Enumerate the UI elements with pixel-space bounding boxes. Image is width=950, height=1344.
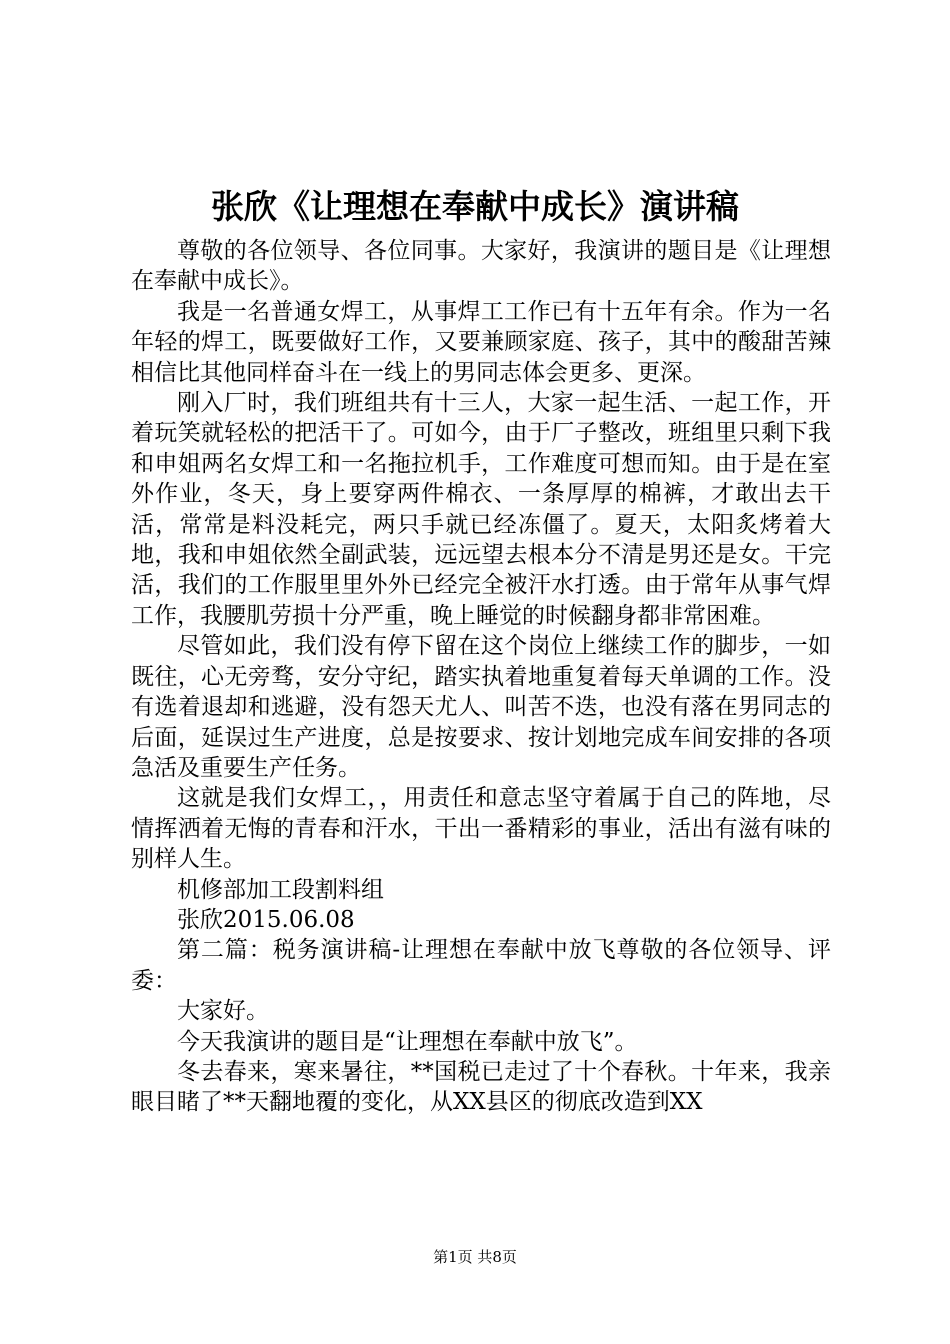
paragraph-topic: 今天我演讲的题目是“让理想在奉献中放飞”。 (177, 1028, 638, 1055)
document-body (131, 236, 831, 1118)
paragraph-greeting: 尊敬的各位领导、各位同事。大家好，我演讲的题目是《让理想在奉献中成长》。 (131, 238, 831, 295)
paragraph-perseverance: 尽管如此，我们没有停下留在这个岗位上继续工作的脚步，一如既往，心无旁骛，安分守纪，踏实执着地重复着每天单调的工作。没有选着退却和逃避，没有怨天尤人、叫苦不迭，也没有落在男同志的后面，延误过生产进度，总是按要求、按计划地完成车间安排的各项急活及重要生产任务。 (131, 633, 831, 781)
paragraph-intro: 我是一名普通女焊工，从事焊工工作已有十五年有余。作为一名年轻的焊工，既要做好工作，又要兼顾家庭、孩子，其中的酸甜苦辣相信比其他同样奋斗在一线上的男同志体会更多、更深。 (131, 298, 831, 386)
paragraph-conclusion: 这就是我们女焊工，，用责任和意志坚守着属于自己的阵地，尽情挥洒着无悔的青春和汗水，干出一番精彩的事业，活出有滋有味的别样人生。 (131, 785, 831, 873)
signature-name-date: 张欣2015.06.08 (177, 906, 355, 933)
page-footer: 第1页 共8页 (433, 1248, 517, 1266)
signature-department: 机修部加工段割料组 (177, 876, 384, 903)
document-title: 张欣《让理想在奉献中成长》演讲稿 (211, 187, 739, 226)
paragraph-decade: 冬去春来，寒来暑往，**国税已走过了十个春秋。十年来，我亲眼目睹了**天翻地覆的变化，从XX县区的彻底改造到XX (131, 1058, 831, 1116)
paragraph-workplace: 刚入厂时，我们班组共有十三人，大家一起生活、一起工作，开着玩笑就轻松的把活干了。可如今，由于厂子整改，班组里只剩下我和申姐两名女焊工和一名拖拉机手，工作难度可想而知。由于是在室外作业，冬天，身上要穿两件棉衣、一条厚厚的棉裤，才敢出去干活，常常是料没耗完，两只手就已经冻僵了。夏天，太阳炙烤着大地，我和申姐依然全副武装，远远望去根本分不清是男还是女。干完活，我们的工作服里里外外已经完全被汗水打透。由于常年从事气焊工作，我腰肌劳损十分严重，晚上睡觉的时候翻身都非常困难。 (131, 390, 831, 629)
paragraph-hello: 大家好。 (177, 998, 269, 1025)
paragraph-second-article-heading: 第二篇：税务演讲稿-让理想在奉献中放飞尊敬的各位领导、评委： (131, 937, 831, 994)
